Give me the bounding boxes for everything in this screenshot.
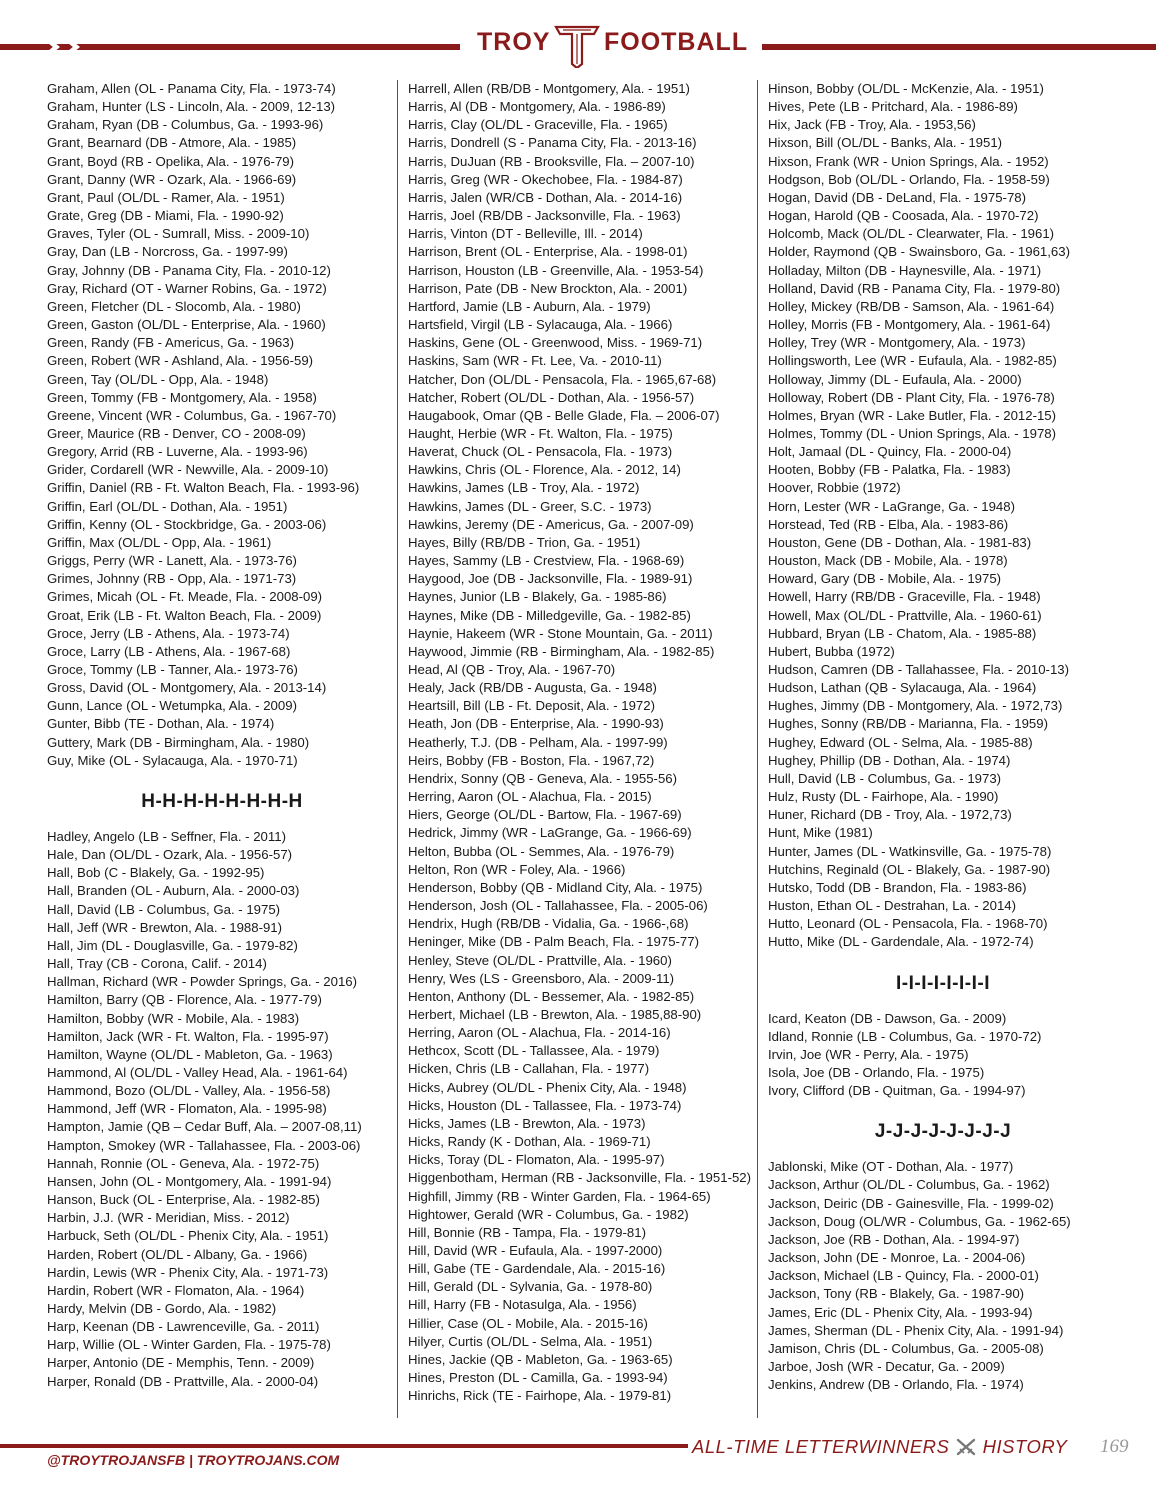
letterwinner-entry: Gunter, Bibb (TE - Dothan, Ala. - 1974) (47, 716, 275, 732)
letterwinner-entry: Hardin, Robert (WR - Flomaton, Ala. - 1964) (47, 1282, 305, 1298)
letterwinner-entry: Hawkins, James (DL - Greer, S.C. - 1973) (408, 498, 652, 514)
troy-t-logo-icon (554, 24, 600, 68)
letterwinner-entry: Haught, Herbie (WR - Ft. Walton, Fla. - 1975) (408, 425, 673, 441)
letterwinner-entry: Guy, Mike (OL - Sylacauga, Ala. - 1970-71) (47, 752, 298, 768)
letterwinner-entry: Hampton, Jamie (QB – Cedar Buff, Ala. – 2007-08,11) (47, 1119, 362, 1135)
letterwinner-entry: James, Eric (DL - Phenix City, Ala. - 1993-94) (768, 1304, 1033, 1320)
letterwinner-entry: Hicks, Toray (DL - Flomaton, Ala. - 1995-97) (408, 1152, 665, 1168)
letterwinner-entry: Harrell, Allen (RB/DB - Montgomery, Ala. - 1951) (408, 81, 690, 96)
letterwinner-entry: Harrison, Houston (LB - Greenville, Ala. - 1953-54) (408, 262, 704, 278)
letterwinner-entry: Harrison, Brent (OL - Enterprise, Ala. - 1998-01) (408, 244, 688, 260)
letterwinner-entry: Hubbard, Bryan (LB - Chatom, Ala. - 1985-88) (768, 625, 1037, 641)
letterwinner-entry: Holley, Trey (WR - Montgomery, Ala. - 1973) (768, 335, 1026, 351)
letterwinner-entry: Hawkins, James (LB - Troy, Ala. - 1972) (408, 480, 640, 496)
letterwinner-entry: Holcomb, Mack (OL/DL - Clearwater, Fla. - 1961) (768, 226, 1055, 242)
letterwinner-entry: Jamison, Chris (DL - Columbus, Ga. - 2005-08) (768, 1340, 1044, 1356)
letterwinner-entry: Green, Tay (OL/DL - Opp, Ala. - 1948) (47, 371, 269, 387)
letterwinner-entry: Grant, Boyd (RB - Opelika, Ala. - 1976-79) (47, 153, 295, 169)
letterwinner-entry: Hill, Gerald (DL - Sylvania, Ga. - 1978-80) (408, 1279, 653, 1295)
crossed-swords-icon (955, 1438, 977, 1456)
letterwinner-entry: Hampton, Smokey (WR - Tallahassee, Fla. - 2003-06) (47, 1137, 361, 1153)
letterwinner-entry: Hall, Jim (DL - Douglasville, Ga. - 1979-82) (47, 937, 298, 953)
letterwinner-entry: Irvin, Joe (WR - Perry, Ala. - 1975) (768, 1046, 969, 1062)
header-rule-right (762, 44, 1156, 50)
letterwinner-entry: Green, Gaston (OL/DL - Enterprise, Ala. - 1960) (47, 317, 326, 333)
letterwinner-entry: Herring, Aaron (OL - Alachua, Fla. - 2015) (408, 789, 652, 805)
letterwinner-entry: Hutchins, Reginald (OL - Blakely, Ga. - 1987-90) (768, 861, 1051, 877)
letterwinner-entry: Green, Tommy (FB - Montgomery, Ala. - 1958) (47, 389, 317, 405)
letterwinner-entry: Harris, DuJuan (RB - Brooksville, Fla. – 2007-10) (408, 153, 695, 169)
letterwinner-entry: Hillier, Case (OL - Mobile, Ala. - 2015-16) (408, 1315, 648, 1331)
letterwinner-entry: Hixson, Frank (WR - Union Springs, Ala. - 1952) (768, 153, 1049, 169)
letterwinner-entry: Hunt, Mike (1981) (768, 825, 873, 841)
letterwinner-entry: Henderson, Josh (OL - Tallahassee, Fla. - 2005-06) (408, 898, 708, 914)
letterwinner-entry: Harper, Antonio (DE - Memphis, Tenn. - 2009) (47, 1355, 315, 1371)
letterwinner-entry: Harris, Joel (RB/DB - Jacksonville, Fla. - 1963) (408, 208, 681, 224)
letterwinner-entry: Horstead, Ted (RB - Elba, Ala. - 1983-86) (768, 516, 1009, 532)
letterwinner-entry: Hayes, Billy (RB/DB - Trion, Ga. - 1951) (408, 534, 641, 550)
letterwinner-entry: Grider, Cordarell (WR - Newville, Ala. - 2009-10) (47, 462, 329, 478)
letterwinner-entry: Hill, Harry (FB - Notasulga, Ala. - 1956) (408, 1297, 637, 1313)
letterwinner-entry: Jarboe, Josh (WR - Decatur, Ga. - 2009) (768, 1359, 1005, 1374)
letterwinner-entry: Hollingsworth, Lee (WR - Eufaula, Ala. - 1982-85) (768, 353, 1057, 369)
letterwinner-entry: Gregory, Arrid (RB - Luverne, Ala. - 1993-96) (47, 444, 308, 460)
letterwinner-entry: Holley, Morris (FB - Montgomery, Ala. - 1961-64) (768, 317, 1051, 333)
letterwinner-entry: Hilyer, Curtis (OL/DL - Selma, Ala. - 1951) (408, 1333, 653, 1349)
letterwinner-entry: Hines, Preston (DL - Camilla, Ga. - 1993-94) (408, 1370, 668, 1386)
letterwinner-entry: Hammond, Bozo (OL/DL - Valley, Ala. - 1956-58) (47, 1083, 331, 1099)
letterwinner-entry: Green, Randy (FB - Americus, Ga. - 1963) (47, 335, 294, 351)
letterwinner-entry: Hendrix, Hugh (RB/DB - Vidalia, Ga. - 1966-,68) (408, 916, 689, 932)
letterwinner-entry: Hammond, Al (OL/DL - Valley Head, Ala. - 1961-64) (47, 1064, 348, 1080)
letterwinner-entry: Haynes, Junior (LB - Blakely, Ga. - 1985-86) (408, 589, 667, 605)
letterwinner-entry: Huston, Ethan OL - Destrahan, La. - 2014) (768, 898, 1017, 914)
letterwinner-entry: Herbert, Michael (LB - Brewton, Ala. - 1985,88-90) (408, 1006, 702, 1022)
letterwinner-entry: Hiers, George (OL/DL - Bartow, Fla. - 1967-69) (408, 807, 682, 823)
letterwinner-entry: Hadley, Angelo (LB - Seffner, Fla. - 2011) (47, 828, 286, 844)
letterwinner-entry: Holley, Mickey (RB/DB - Samson, Ala. - 1961-64) (768, 298, 1055, 314)
letterwinner-entry: Groce, Larry (LB - Athens, Ala. - 1967-68) (47, 643, 291, 659)
letterwinner-entry: Hutto, Mike (DL - Gardendale, Ala. - 1972-74) (768, 934, 1034, 950)
letterwinner-entry: Heath, Jon (DB - Enterprise, Ala. - 1990-93) (408, 716, 664, 732)
letterwinner-entry: Hayes, Sammy (LB - Crestview, Fla. - 1968-69) (408, 553, 685, 569)
letterwinner-entry: Helton, Ron (WR - Foley, Ala. - 1966) (408, 861, 626, 877)
letterwinner-entry: Jenkins, Andrew (DB - Orlando, Fla. - 1974) (768, 1377, 1024, 1393)
letterwinner-entry: Hethcox, Scott (DL - Tallassee, Ala. - 1979) (408, 1043, 660, 1059)
letterwinner-entry: Graves, Tyler (OL - Sumrall, Miss. - 2009-10) (47, 226, 310, 242)
letterwinner-entry: Griggs, Perry (WR - Lanett, Ala. - 1973-76) (47, 553, 297, 569)
letterwinner-entry: Hutto, Leonard (OL - Pensacola, Fla. - 1968-70) (768, 916, 1048, 932)
letterwinner-entry: Green, Robert (WR - Ashland, Ala. - 1956-59) (47, 353, 314, 369)
letterwinner-entry: Hardy, Melvin (DB - Gordo, Ala. - 1982) (47, 1301, 277, 1316)
letterwinner-entry: Hawkins, Chris (OL - Florence, Ala. - 2012, 14) (408, 462, 681, 478)
letterwinner-entry: Jackson, Doug (OL/WR - Columbus, Ga. - 1962-65) (768, 1213, 1071, 1229)
page-number: 169 (1100, 1436, 1129, 1457)
letterwinner-entry: Groce, Jerry (LB - Athens, Ala. - 1973-74) (47, 625, 290, 641)
letterwinner-entry: Gross, David (OL - Montgomery, Ala. - 2013-14) (47, 680, 327, 696)
letterwinner-entry: Hightower, Gerald (WR - Columbus, Ga. - 1982) (408, 1206, 689, 1222)
header-rule-left (0, 44, 460, 50)
letterwinner-entry: Healy, Jack (RB/DB - Augusta, Ga. - 1948) (408, 680, 657, 696)
letterwinner-entry: Harbuck, Seth (OL/DL - Phenix City, Ala. - 1951) (47, 1228, 329, 1244)
letterwinner-entry: Holland, David (RB - Panama City, Fla. - 1979-80) (768, 280, 1061, 296)
letterwinner-entry: Hoover, Robbie (1972) (768, 480, 901, 496)
letterwinner-entry: Idland, Ronnie (LB - Columbus, Ga. - 1970-72) (768, 1028, 1042, 1044)
letterwinner-entry: Haynes, Mike (DB - Milledgeville, Ga. - 1982-85) (408, 607, 691, 623)
letterwinner-entry: Huner, Richard (DB - Troy, Ala. - 1972,73) (768, 807, 1012, 823)
letterwinner-entry: Hodgson, Bob (OL/DL - Orlando, Fla. - 1958-59) (768, 171, 1050, 187)
letterwinner-entry: Harris, Vinton (DT - Belleville, Ill. - 2014) (408, 226, 643, 242)
letterwinner-entry: Jackson, Deiric (DB - Gainesville, Fla. - 1999-02) (768, 1195, 1054, 1211)
footer-social: @TROYTROJANSFB | TROYTROJANS.COM (47, 1452, 340, 1468)
letterwinner-entry: Holder, Raymond (QB - Swainsboro, Ga. - 1961,63) (768, 244, 1070, 260)
letterwinner-entry: Hixson, Bill (OL/DL - Banks, Ala. - 1951) (768, 135, 1003, 151)
letterwinner-entry: Howell, Max (OL/DL - Prattville, Ala. - 1960-61) (768, 607, 1042, 623)
roster-column-2 (408, 80, 758, 1405)
letterwinner-entry: Greer, Maurice (RB - Denver, CO - 2008-09) (47, 425, 306, 441)
letterwinner-entry: Hulz, Rusty (DL - Fairhope, Ala. - 1990) (768, 789, 999, 805)
header-football: FOOTBALL (604, 28, 749, 56)
letterwinner-entry: Guttery, Mark (DB - Birmingham, Ala. - 1980) (47, 734, 310, 750)
letterwinner-entry: Hinson, Bobby (OL/DL - McKenzie, Ala. - 1951) (768, 81, 1044, 96)
letterwinner-entry: Hill, David (WR - Eufaula, Ala. - 1997-2000) (408, 1243, 663, 1258)
letterwinner-entry: Grant, Paul (OL/DL - Ramer, Ala. - 1951) (47, 189, 285, 205)
letterwinner-entry: Haygood, Joe (DB - Jacksonville, Fla. - 1989-91) (408, 571, 693, 587)
letterwinner-entry: Hamilton, Barry (QB - Florence, Ala. - 1977-79) (47, 992, 322, 1008)
letterwinner-entry: Hooten, Bobby (FB - Palatka, Fla. - 1983) (768, 462, 1011, 478)
letterwinner-entry: Jackson, Michael (LB - Quincy, Fla. - 2000-01) (768, 1268, 1039, 1284)
letterwinner-entry: Hughey, Edward (OL - Selma, Ala. - 1985-88) (768, 734, 1033, 750)
letterwinner-entry: Hicks, Aubrey (OL/DL - Phenix City, Ala. - 1948) (408, 1079, 687, 1095)
letterwinner-entry: Harris, Clay (OL/DL - Graceville, Fla. - 1965) (408, 117, 668, 133)
letterwinner-entry: Helton, Bubba (OL - Semmes, Ala. - 1976-79) (408, 843, 675, 859)
letterwinner-entry: Green, Fletcher (DL - Slocomb, Ala. - 1980) (47, 298, 301, 314)
letterwinner-entry: Howard, Gary (DB - Mobile, Ala. - 1975) (768, 571, 1002, 587)
letterwinner-entry: Harris, Dondrell (S - Panama City, Fla. - 2013-16) (408, 135, 697, 151)
letterwinner-entry: Harris, Greg (WR - Okechobee, Fla. - 1984-87) (408, 171, 683, 187)
column-divider (757, 80, 758, 1418)
letterwinner-entry: Hogan, Harold (QB - Coosada, Ala. - 1970-72) (768, 208, 1039, 224)
letterwinner-entry: Hall, Branden (OL - Auburn, Ala. - 2000-03) (47, 883, 300, 899)
letterwinner-entry: Hall, Jeff (WR - Brewton, Ala. - 1988-91) (47, 919, 283, 935)
letterwinner-entry: Hallman, Richard (WR - Powder Springs, Ga. - 2016) (47, 974, 358, 990)
letterwinner-entry: Harp, Willie (OL - Winter Garden, Fla. - 1975-78) (47, 1337, 331, 1353)
letterwinner-entry: Hartsfield, Virgil (LB - Sylacauga, Ala. - 1966) (408, 317, 673, 333)
letterwinner-entry: James, Sherman (DL - Phenix City, Ala. - 1991-94) (768, 1322, 1064, 1338)
letter-section-heading: J-J-J-J-J-J-J-J (874, 1121, 1012, 1143)
letterwinner-entry: Gray, Johnny (DB - Panama City, Fla. - 2010-12) (47, 262, 331, 278)
letterwinner-entry: Hamilton, Jack (WR - Ft. Walton, Fla. - 1995-97) (47, 1028, 329, 1044)
letterwinner-entry: Harris, Al (DB - Montgomery, Ala. - 1986-89) (408, 99, 666, 115)
letterwinner-entry: Griffin, Daniel (RB - Ft. Walton Beach, Fla. - 1993-96) (47, 480, 360, 496)
letterwinner-entry: Hawkins, Jeremy (DE - Americus, Ga. - 2007-09) (408, 516, 694, 532)
letterwinner-entry: Grant, Bearnard (DB - Atmore, Ala. - 1985) (47, 135, 297, 151)
letterwinner-entry: Holloway, Robert (DB - Plant City, Fla. - 1976-78) (768, 389, 1055, 405)
letterwinner-entry: Howell, Harry (RB/DB - Graceville, Fla. - 1948) (768, 589, 1041, 605)
letterwinner-entry: Hatcher, Robert (OL/DL - Dothan, Ala. - 1956-57) (408, 389, 695, 405)
letter-section-heading: H-H-H-H-H-H-H-H (141, 790, 303, 812)
letterwinner-entry: Hill, Gabe (TE - Gardendale, Ala. - 2015-16) (408, 1261, 666, 1277)
letterwinner-entry: Hale, Dan (OL/DL - Ozark, Ala. - 1956-57) (47, 847, 293, 863)
letterwinner-entry: Heninger, Mike (DB - Palm Beach, Fla. - 1975-77) (408, 934, 699, 950)
letterwinner-entry: Hinrichs, Rick (TE - Fairhope, Ala. - 1979-81) (408, 1388, 672, 1404)
letterwinner-entry: Holt, Jamaal (DL - Quincy, Fla. - 2000-04) (768, 444, 1012, 460)
column-divider (397, 80, 398, 1418)
letterwinner-entry: Hubert, Bubba (1972) (768, 643, 895, 659)
letterwinner-entry: Haverat, Chuck (OL - Pensacola, Fla. - 1973) (408, 444, 673, 460)
letterwinner-entry: Hicks, James (LB - Brewton, Ala. - 1973) (408, 1115, 646, 1131)
letterwinner-entry: Hunter, James (DL - Watkinsville, Ga. - 1975-78) (768, 843, 1052, 859)
letterwinner-entry: Holladay, Milton (DB - Haynesville, Ala. - 1971) (768, 262, 1042, 278)
letterwinner-entry: Graham, Ryan (DB - Columbus, Ga. - 1993-96) (47, 117, 324, 133)
letterwinner-entry: Jackson, Tony (RB - Blakely, Ga. - 1987-90) (768, 1286, 1025, 1302)
letterwinner-entry: Hatcher, Don (OL/DL - Pensacola, Fla. - 1965,67-68) (408, 371, 717, 387)
letterwinner-entry: Hendrix, Sonny (QB - Geneva, Ala. - 1955-56) (408, 770, 678, 786)
letter-section-heading: I-I-I-I-I-I-I-I (895, 972, 991, 994)
letterwinner-entry: Haynie, Hakeem (WR - Stone Mountain, Ga. - 2011) (408, 625, 713, 641)
roster-column-1 (47, 80, 397, 1391)
letterwinner-entry: Henry, Wes (LS - Greensboro, Ala. - 2009-11) (408, 970, 675, 986)
letterwinner-entry: Hansen, John (OL - Montgomery, Ala. - 1991-94) (47, 1173, 332, 1189)
letterwinner-entry: Greene, Vincent (WR - Columbus, Ga. - 1967-70) (47, 407, 337, 423)
letterwinner-entry: Jackson, Joe (RB - Dothan, Ala. - 1994-97) (768, 1231, 1020, 1247)
letterwinner-entry: Henderson, Bobby (QB - Midland City, Ala. - 1975) (408, 879, 703, 895)
letterwinner-entry: Grimes, Johnny (RB - Opp, Ala. - 1971-73) (47, 571, 297, 587)
letterwinner-entry: Graham, Hunter (LS - Lincoln, Ala. - 2009, 12-13) (47, 99, 336, 115)
letterwinner-entry: Hull, David (LB - Columbus, Ga. - 1973) (768, 770, 1002, 786)
letterwinner-entry: Hanson, Buck (OL - Enterprise, Ala. - 1982-85) (47, 1192, 320, 1208)
letterwinner-entry: Griffin, Max (OL/DL - Opp, Ala. - 1961) (47, 534, 272, 550)
letterwinner-entry: Holmes, Bryan (WR - Lake Butler, Fla. - 2012-15) (768, 407, 1057, 423)
letterwinner-entry: Hall, Tray (CB - Corona, Calif. - 2014) (47, 956, 267, 972)
letterwinner-entry: Hall, Bob (C - Blakely, Ga. - 1992-95) (47, 865, 265, 881)
page-footer (0, 1436, 1156, 1476)
letterwinner-entry: Hives, Pete (LB - Pritchard, Ala. - 1986-89) (768, 99, 1018, 115)
letterwinner-entry: Hutsko, Todd (DB - Brandon, Fla. - 1983-86) (768, 879, 1027, 895)
letterwinner-entry: Hall, David (LB - Columbus, Ga. - 1975) (47, 901, 281, 917)
letterwinner-entry: Grate, Greg (DB - Miami, Fla. - 1990-92) (47, 208, 284, 224)
letterwinner-entry: Hogan, David (DB - DeLand, Fla. - 1975-78) (768, 189, 1027, 205)
letterwinner-entry: Hamilton, Wayne (OL/DL - Mableton, Ga. - 1963) (47, 1046, 333, 1062)
letterwinner-entry: Hammond, Jeff (WR - Flomaton, Ala. - 1995-98) (47, 1101, 327, 1117)
letterwinner-entry: Hardin, Lewis (WR - Phenix City, Ala. - 1971-73) (47, 1264, 329, 1280)
letterwinner-entry: Houston, Mack (DB - Mobile, Ala. - 1978) (768, 553, 1008, 569)
letterwinner-entry: Henton, Anthony (DL - Bessemer, Ala. - 1982-85) (408, 988, 695, 1004)
letterwinner-entry: Gunn, Lance (OL - Wetumpka, Ala. - 2009) (47, 698, 297, 714)
letterwinner-entry: Grant, Danny (WR - Ozark, Ala. - 1966-69) (47, 171, 297, 187)
letterwinner-entry: Groat, Erik (LB - Ft. Walton Beach, Fla. - 2009) (47, 607, 322, 623)
letterwinner-entry: Haskins, Gene (OL - Greenwood, Miss. - 1969-71) (408, 335, 703, 351)
footer-rule (0, 1444, 688, 1448)
letterwinner-entry: Holloway, Jimmy (DL - Eufaula, Ala. - 2000) (768, 371, 1022, 387)
letterwinner-entry: Jablonski, Mike (OT - Dothan, Ala. - 1977) (768, 1159, 1014, 1175)
letterwinner-entry: Grimes, Micah (OL - Ft. Meade, Fla. - 2008-09) (47, 589, 323, 605)
letterwinner-entry: Haugabook, Omar (QB - Belle Glade, Fla. – 2006-07) (408, 407, 720, 423)
letterwinner-entry: Griffin, Earl (OL/DL - Dothan, Ala. - 1951) (47, 498, 288, 514)
letterwinner-entry: Hicks, Randy (K - Dothan, Ala. - 1969-71) (408, 1134, 651, 1150)
letterwinner-entry: Horn, Lester (WR - LaGrange, Ga. - 1948) (768, 498, 1015, 514)
letterwinner-entry: Harrison, Pate (DB - New Brockton, Ala. - 2001) (408, 280, 688, 296)
letterwinner-entry: Griffin, Kenny (OL - Stockbridge, Ga. - 2003-06) (47, 516, 327, 532)
letterwinner-entry: Hedrick, Jimmy (WR - LaGrange, Ga. - 1966-69) (408, 825, 692, 841)
letterwinner-entry: Graham, Allen (OL - Panama City, Fla. - 1973-74) (47, 81, 336, 96)
letterwinner-entry: Hamilton, Bobby (WR - Mobile, Ala. - 1983) (47, 1010, 300, 1026)
letterwinner-entry: Henley, Steve (OL/DL - Prattville, Ala. - 1960) (408, 952, 672, 968)
letterwinner-entry: Hill, Bonnie (RB - Tampa, Fla. - 1979-81) (408, 1224, 646, 1240)
roster-column-3 (768, 80, 1118, 1394)
letterwinner-entry: Jackson, John (DE - Monroe, La. - 2004-06) (768, 1250, 1026, 1266)
letterwinner-entry: Gray, Dan (LB - Norcross, Ga. - 1997-99) (47, 244, 288, 260)
letterwinner-entry: Ivory, Clifford (DB - Quitman, Ga. - 1994-97) (768, 1083, 1026, 1099)
footer-section-right: HISTORY (982, 1436, 1068, 1457)
footer-section-title (692, 1436, 1067, 1458)
letterwinner-entry: Hudson, Camren (DB - Tallahassee, Fla. - 2010-13) (768, 662, 1070, 677)
letterwinner-entry: Hughes, Sonny (RB/DB - Marianna, Fla. - 1959) (768, 716, 1048, 732)
letterwinner-entry: Harris, Jalen (WR/CB - Dothan, Ala. - 2014-16) (408, 189, 683, 205)
letterwinner-entry: Head, Al (QB - Troy, Ala. - 1967-70) (408, 662, 616, 677)
letterwinner-entry: Hannah, Ronnie (OL - Geneva, Ala. - 1972-75) (47, 1155, 320, 1171)
letterwinner-entry: Highfill, Jimmy (RB - Winter Garden, Fla. - 1964-65) (408, 1188, 711, 1204)
letterwinner-entry: Hicken, Chris (LB - Callahan, Fla. - 1977) (408, 1061, 650, 1077)
page-header (0, 28, 1156, 68)
letterwinner-entry: Gray, Richard (OT - Warner Robins, Ga. - 1972) (47, 280, 327, 296)
letterwinner-entry: Groce, Tommy (LB - Tanner, Ala.- 1973-76) (47, 662, 298, 677)
letterwinner-entry: Heatherly, T.J. (DB - Pelham, Ala. - 1997-99) (408, 734, 668, 750)
letterwinner-entry: Jackson, Arthur (OL/DL - Columbus, Ga. - 1962) (768, 1177, 1050, 1193)
letterwinner-entry: Harper, Ronald (DB - Prattville, Ala. - 2000-04) (47, 1373, 319, 1389)
footer-section-left: ALL-TIME LETTERWINNERS (692, 1436, 950, 1457)
letterwinner-entry: Harden, Robert (OL/DL - Albany, Ga. - 1966) (47, 1246, 308, 1262)
letterwinner-entry: Hicks, Houston (DL - Tallassee, Fla. - 1973-74) (408, 1097, 682, 1113)
letterwinner-entry: Higgenbotham, Herman (RB - Jacksonville, Fla. - 1951-52) (408, 1170, 752, 1186)
letterwinner-entry: Houston, Gene (DB - Dothan, Ala. - 1981-83) (768, 534, 1032, 550)
letterwinner-entry: Hudson, Lathan (QB - Sylacauga, Ala. - 1964) (768, 680, 1037, 696)
letterwinner-entry: Hix, Jack (FB - Troy, Ala. - 1953,56) (768, 117, 976, 133)
letterwinner-entry: Hines, Jackie (QB - Mableton, Ga. - 1963-65) (408, 1351, 673, 1367)
letterwinner-entry: Herring, Aaron (OL - Alachua, Fla. - 2014-16) (408, 1025, 671, 1041)
letterwinner-entry: Harp, Keenan (DB - Lawrenceville, Ga. - 2011) (47, 1319, 320, 1335)
letterwinner-entry: Hughes, Jimmy (DB - Montgomery, Ala. - 1972,73) (768, 698, 1063, 714)
letterwinner-entry: Haywood, Jimmie (RB - Birmingham, Ala. - 1982-85) (408, 643, 715, 659)
letterwinner-entry: Isola, Joe (DB - Orlando, Fla. - 1975) (768, 1064, 985, 1080)
letterwinner-entry: Harbin, J.J. (WR - Meridian, Miss. - 2012) (47, 1210, 290, 1226)
letterwinner-entry: Hughey, Phillip (DB - Dothan, Ala. - 1974) (768, 752, 1011, 768)
letterwinner-entry: Icard, Keaton (DB - Dawson, Ga. - 2009) (768, 1010, 1007, 1026)
letterwinner-entry: Heartsill, Bill (LB - Ft. Deposit, Ala. - 1972) (408, 698, 655, 714)
letterwinner-entry: Haskins, Sam (WR - Ft. Lee, Va. - 2010-11) (408, 353, 662, 369)
letterwinner-entry: Heirs, Bobby (FB - Boston, Fla. - 1967,72) (408, 752, 655, 768)
letterwinner-entry: Holmes, Tommy (DL - Union Springs, Ala. - 1978) (768, 425, 1057, 441)
header-troy: TROY (477, 28, 551, 56)
letterwinner-entry: Hartford, Jamie (LB - Auburn, Ala. - 1979) (408, 298, 651, 314)
